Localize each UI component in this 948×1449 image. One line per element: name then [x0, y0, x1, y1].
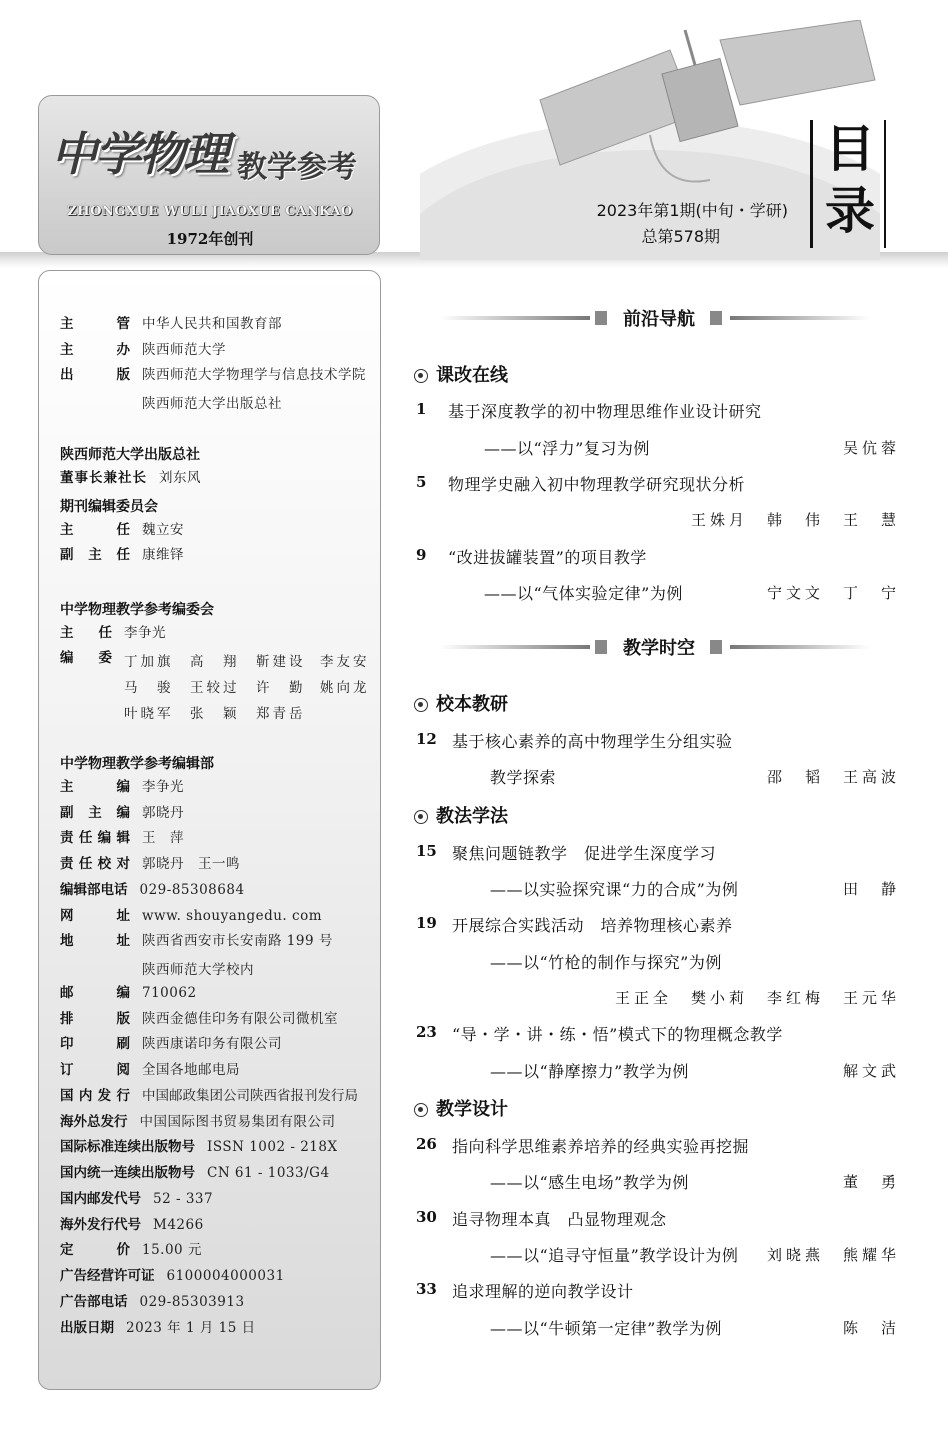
chief-value: 李争光 [142, 779, 184, 795]
board-members-row [60, 647, 124, 669]
banner-rule-left [440, 645, 590, 649]
toc-entry-subtitle: ——以“静摩擦力”教学为例 [490, 1062, 689, 1081]
addr-value-1: 陕西省西安市长安南路 199 号 [142, 933, 333, 949]
toc-page-number: 23 [416, 1023, 437, 1041]
ad-phone-label: 广告部电话 [60, 1294, 128, 1310]
price-row [60, 1239, 202, 1261]
category-curriculum-reform [414, 361, 508, 387]
issn-row [60, 1136, 338, 1158]
logo-pinyin: ZHONGXUE WULI JIAOXUE CANKAO [67, 204, 353, 219]
issn-value: ISSN 1002 - 218X [207, 1139, 338, 1155]
toc-entry-author: 陈 洁 [842, 1319, 900, 1337]
board-heading: 中学物理教学参考编委会 [60, 602, 214, 618]
supervisor-label: 主 管 [60, 316, 130, 332]
board-member: 王较过 [190, 680, 240, 696]
toc-entry-title[interactable]: 追求理解的逆向教学设计 [452, 1282, 634, 1301]
ad-phone-value: 029-85303913 [139, 1294, 245, 1310]
ad-license-label: 广告经营许可证 [60, 1268, 155, 1284]
mulu-rule-left [810, 120, 813, 248]
overseas-code-value: M4266 [153, 1217, 204, 1233]
toc-entry-author: 解文武 [842, 1062, 900, 1080]
banner-rule-right [730, 645, 870, 649]
typeset-label: 排 版 [60, 1011, 130, 1027]
toc-entry-author: 王姝月 韩 伟 王 慧 [690, 511, 900, 529]
committee-director-label: 主 任 [60, 522, 130, 538]
committee-vice-row [60, 544, 184, 566]
board-member: 姚向龙 [320, 680, 370, 696]
cn-label: 国内统一连续出版物号 [60, 1165, 195, 1181]
toc-entry-author: 宁文文 丁 宁 [766, 584, 900, 602]
toc-entry-subtitle: ——以实验探究课“力的合成”为例 [490, 880, 739, 899]
editor-label: 责任编辑 [60, 830, 130, 846]
publisher-value-2: 陕西师范大学出版总社 [142, 396, 282, 412]
postal-code-value: 52 - 337 [153, 1191, 214, 1207]
price-value: 15.00 元 [142, 1242, 202, 1258]
proof-label: 责任校对 [60, 856, 130, 872]
toc-page-number: 26 [416, 1135, 437, 1153]
toc-page-number: 5 [416, 473, 427, 491]
category-label: 校本教研 [436, 694, 508, 715]
contents-heading-char1: 目 [825, 120, 875, 178]
publisher-label: 出 版 [60, 367, 130, 383]
cn-value: CN 61 - 1033/G4 [207, 1165, 330, 1181]
category-school-research [414, 690, 508, 716]
editor-value: 王 萍 [142, 830, 184, 846]
toc-entry-title[interactable]: 基于核心素养的高中物理学生分组实验 [452, 732, 733, 751]
proof-value: 郭晓丹 王一鸣 [142, 856, 240, 872]
phone-row [60, 879, 245, 901]
toc-page-number: 9 [416, 546, 427, 564]
committee-director-value: 魏立安 [142, 522, 184, 538]
mulu-rule-right [884, 120, 886, 248]
domestic-dist-row [60, 1085, 358, 1107]
postal-code-row [60, 1188, 213, 1210]
sponsor-row [60, 339, 226, 361]
typeset-row [60, 1008, 338, 1030]
toc-page-number: 30 [416, 1208, 437, 1226]
vice-chief-label: 副主编 [60, 805, 130, 821]
ad-phone-row [60, 1291, 245, 1313]
web-label: 网 址 [60, 908, 130, 924]
postal-code-label: 国内邮发代号 [60, 1191, 141, 1207]
toc-entry-subtitle: ——以“感生电场”教学为例 [490, 1173, 689, 1192]
supervisor-value: 中华人民共和国教育部 [142, 316, 282, 332]
committee-heading: 期刊编辑委员会 [60, 499, 158, 515]
toc-entry-title[interactable]: 物理学史融入初中物理教学研究现状分析 [448, 475, 746, 494]
board-member: 郑青岳 [256, 706, 306, 722]
publisher-value-1: 陕西师范大学物理学与信息技术学院 [142, 367, 366, 383]
toc-page-number: 33 [416, 1280, 437, 1298]
contents-heading [820, 118, 880, 242]
board-member: 叶晓军 [124, 706, 174, 722]
committee-vice-label: 副主任 [60, 547, 130, 563]
sponsor-value: 陕西师范大学 [142, 342, 226, 358]
logo-subtitle: 教学参考 [237, 150, 357, 185]
domestic-dist-label: 国内发行 [60, 1088, 130, 1104]
price-label: 定 价 [60, 1242, 130, 1258]
toc-entry-title[interactable]: “改进拔罐装置”的项目教学 [448, 548, 647, 567]
founded-year: 1972年创刊 [166, 230, 254, 248]
toc-entry-subtitle: ——以“牛顿第一定律”教学为例 [490, 1319, 722, 1338]
banner-square-left [595, 311, 607, 325]
toc-entry-title[interactable]: 追寻物理本真 凸显物理观念 [452, 1210, 667, 1229]
bullet-icon [414, 810, 428, 824]
toc-page-number: 1 [416, 400, 427, 418]
post-value: 710062 [142, 985, 197, 1001]
cn-row [60, 1162, 330, 1184]
board-member: 靳建设 [256, 654, 306, 670]
supervisor-row [60, 313, 282, 335]
section-banner-frontier [440, 308, 870, 328]
ad-license-row [60, 1265, 285, 1287]
toc-entry-author: 刘晓燕 熊耀华 [766, 1246, 900, 1264]
print-label: 印 刷 [60, 1036, 130, 1052]
section-title-teaching: 教学时空 [623, 638, 695, 659]
web-value: www. shouyangedu. com [142, 908, 323, 924]
issn-label: 国际标准连续出版物号 [60, 1139, 195, 1155]
order-row [60, 1059, 240, 1081]
toc-page-number: 19 [416, 914, 437, 932]
category-label: 教学设计 [436, 1099, 508, 1120]
chairman-row [60, 467, 201, 489]
toc-entry-title[interactable]: 开展综合实践活动 培养物理核心素养 [452, 916, 733, 935]
category-label: 教法学法 [436, 806, 508, 827]
toc-entry-title[interactable]: 聚焦问题链教学 促进学生深度学习 [452, 844, 717, 863]
order-label: 订 阅 [60, 1062, 130, 1078]
committee-director-row [60, 519, 184, 541]
toc-entry-author: 董 勇 [842, 1173, 900, 1191]
addr-value-2: 陕西师范大学校内 [142, 962, 254, 978]
typeset-value: 陕西金德佳印务有限公司微机室 [142, 1011, 338, 1027]
toc-entry-subtitle: ——以“竹枪的制作与探究”为例 [490, 953, 722, 972]
phone-label: 编辑部电话 [60, 882, 128, 898]
category-methods [414, 802, 508, 828]
committee-vice-value: 康维铎 [142, 547, 184, 563]
board-member: 许 勤 [256, 680, 306, 696]
editor-row [60, 827, 184, 849]
overseas-code-label: 海外发行代号 [60, 1217, 141, 1233]
bullet-icon [414, 1103, 428, 1117]
category-label: 课改在线 [436, 365, 508, 386]
banner-square-right [710, 640, 722, 654]
vice-chief-value: 郭晓丹 [142, 805, 184, 821]
category-teaching-design [414, 1095, 508, 1121]
press-heading: 陕西师范大学出版总社 [60, 447, 200, 463]
toc-entry-title[interactable]: 基于深度教学的初中物理思维作业设计研究 [448, 402, 762, 421]
dept-heading: 中学物理教学参考编辑部 [60, 756, 214, 772]
magazine-logo [38, 95, 380, 255]
board-director-value: 李争光 [124, 625, 166, 641]
date-value: 2023 年 1 月 15 日 [126, 1320, 256, 1336]
print-value: 陕西康诺印务有限公司 [142, 1036, 282, 1052]
chairman-value: 刘东风 [159, 470, 201, 486]
overseas-code-row [60, 1214, 204, 1236]
board-director-row [60, 622, 166, 644]
toc-page-number: 12 [416, 730, 437, 748]
toc-entry-subtitle: ——以“气体实验定律”为例 [484, 584, 683, 603]
vice-chief-row [60, 802, 184, 824]
toc-entry-subtitle: 教学探索 [490, 768, 557, 787]
contents-heading-char2: 录 [825, 182, 875, 240]
board-member: 丁加旗 [124, 654, 174, 670]
toc-entry-title[interactable]: 指向科学思维素养培养的经典实验再挖掘 [452, 1137, 750, 1156]
chairman-label: 董事长兼社长 [60, 470, 147, 486]
print-row [60, 1033, 282, 1055]
section-title-frontier: 前沿导航 [623, 309, 695, 330]
date-label: 出版日期 [60, 1320, 114, 1336]
toc-entry-author: 吴伉蓉 [842, 439, 900, 457]
toc-entry-author: 田 静 [842, 880, 900, 898]
order-value: 全国各地邮电局 [142, 1062, 240, 1078]
ad-license-value: 6100004000031 [166, 1268, 285, 1284]
banner-square-left [595, 640, 607, 654]
toc-entry-author: 王正全 樊小莉 李红梅 王元华 [614, 989, 900, 1007]
board-member: 张 颖 [190, 706, 240, 722]
bullet-icon [414, 369, 428, 383]
overseas-dist-label: 海外总发行 [60, 1114, 128, 1130]
post-row [60, 982, 197, 1004]
board-member: 马 骏 [124, 680, 174, 696]
banner-rule-right [730, 316, 870, 320]
web-row [60, 905, 322, 927]
addr-row [60, 930, 333, 952]
board-member: 李友安 [320, 654, 370, 670]
section-banner-teaching [440, 637, 870, 657]
publisher-row [60, 364, 366, 386]
toc-entry-title[interactable]: “导・学・讲・练・悟”模式下的物理概念教学 [452, 1025, 783, 1044]
toc-entry-author: 邵 韬 王高波 [766, 768, 900, 786]
toc-page-number: 15 [416, 842, 437, 860]
date-row [60, 1317, 256, 1339]
overseas-dist-row [60, 1111, 336, 1133]
domestic-dist-value: 中国邮政集团公司陕西省报刊发行局 [142, 1088, 358, 1104]
addr-label: 地 址 [60, 933, 130, 949]
board-members-label: 编 委 [60, 650, 112, 666]
post-label: 邮 编 [60, 985, 130, 1001]
phone-value: 029-85308684 [139, 882, 245, 898]
sponsor-label: 主 办 [60, 342, 130, 358]
banner-square-right [710, 311, 722, 325]
toc-entry-subtitle: ——以“浮力”复习为例 [484, 439, 650, 458]
toc-entry-subtitle: ——以“追寻守恒量”教学设计为例 [490, 1246, 739, 1265]
issue-number: 2023年第1期(中旬・学研) [596, 201, 788, 220]
board-director-label: 主 任 [60, 625, 112, 641]
overseas-dist-value: 中国国际图书贸易集团有限公司 [139, 1114, 336, 1130]
board-member: 高 翔 [190, 654, 240, 670]
chief-row [60, 776, 184, 798]
chief-label: 主 编 [60, 779, 130, 795]
logo-title: 中学物理 [51, 127, 227, 181]
banner-rule-left [440, 316, 590, 320]
total-issue: 总第578期 [641, 227, 720, 246]
proof-row [60, 853, 240, 875]
bullet-icon [414, 698, 428, 712]
